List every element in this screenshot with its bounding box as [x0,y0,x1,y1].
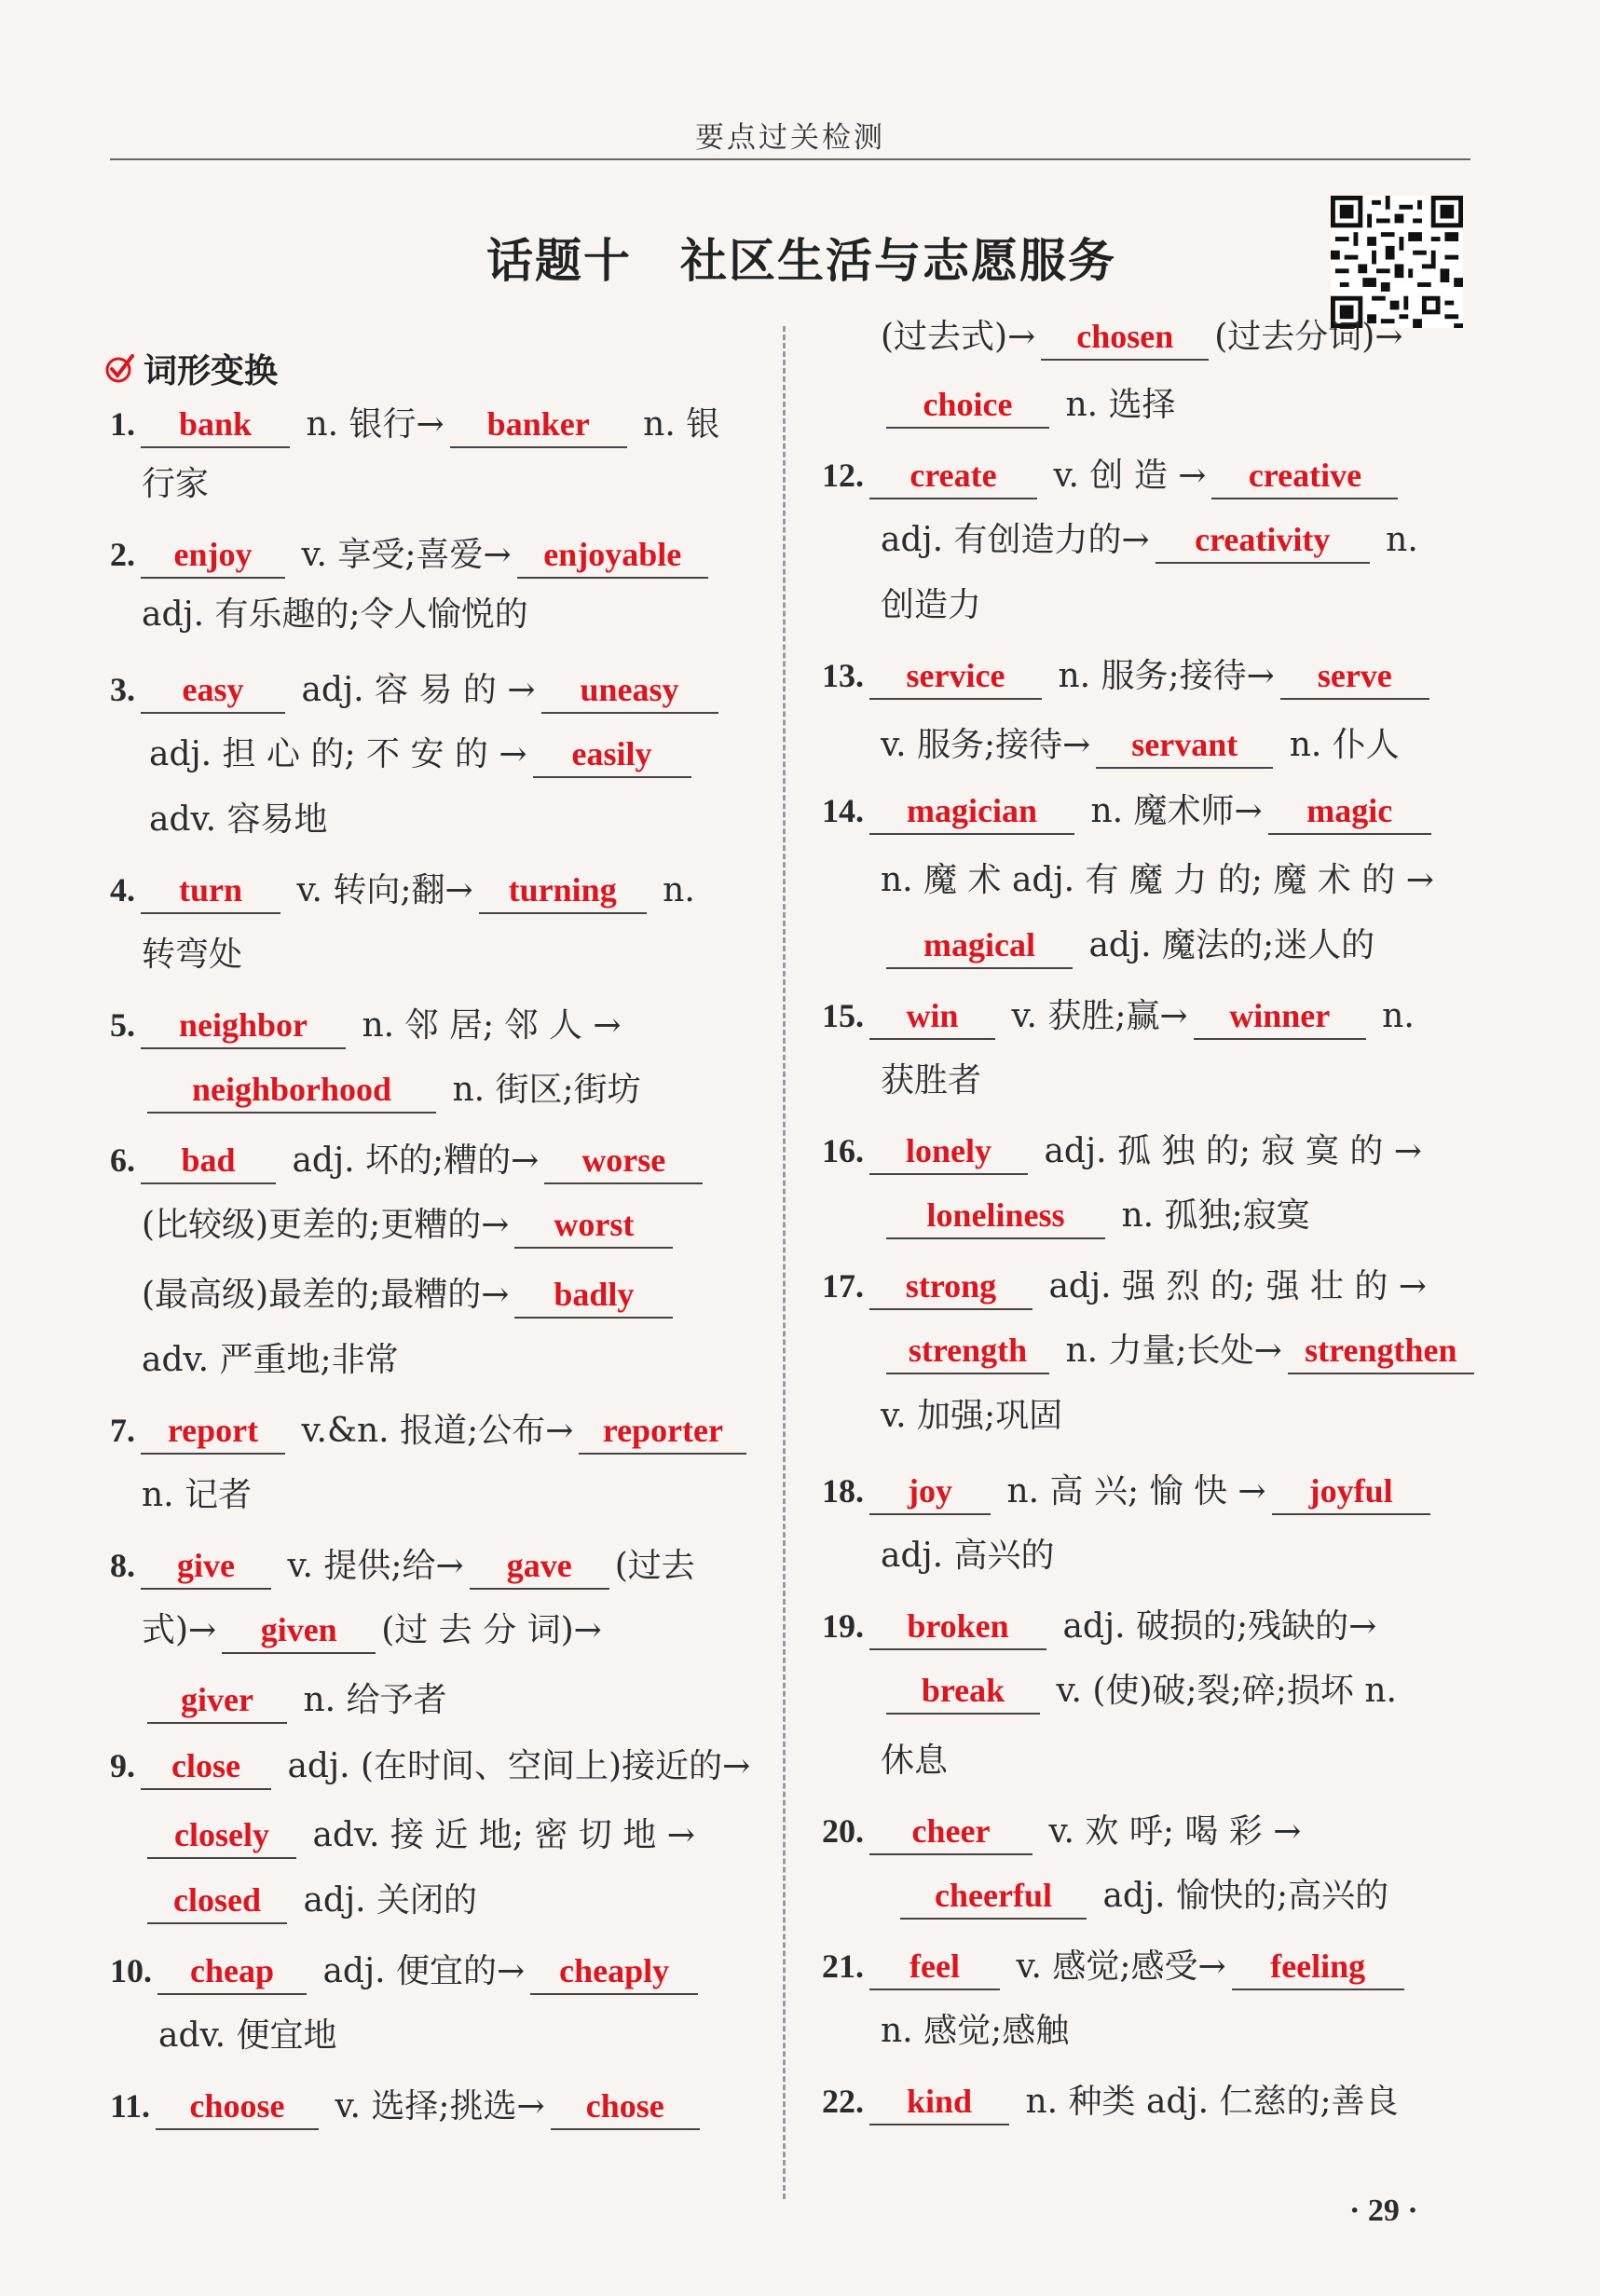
answer-blank[interactable]: strong [869,1264,1032,1310]
answer-blank[interactable]: cheer [869,1809,1032,1855]
section-heading [104,345,278,391]
exercise-line [142,457,209,512]
check-circle-icon [104,352,136,384]
prompt-text: v. 享受;喜爱→ [291,536,512,574]
exercise-line [822,1123,1422,1179]
item-number: 10. [110,1952,152,1989]
prompt-text: v. 加强;巩固 [881,1397,1063,1435]
answer-blank[interactable]: serve [1280,653,1429,700]
prompt-text: n. 选择 [1055,386,1176,424]
answer-blank[interactable]: choice [886,382,1049,429]
answer-blank[interactable]: creativity [1156,517,1370,564]
answer-blank[interactable]: enjoy [141,532,285,579]
item-number: 19. [822,1607,864,1645]
prompt-text: adj. 强 烈 的; 强 壮 的 → [1038,1267,1427,1305]
exercise-line [881,1053,981,1109]
prompt-text: adv. 便宜地 [158,2016,337,2055]
prompt-text: n. 街区;街坊 [442,1071,641,1109]
answer-blank[interactable]: close [141,1743,271,1790]
exercise-line [881,1323,1480,1379]
exercise-line [142,1673,447,1729]
exercise-line [822,1938,1410,1994]
exercise-line [881,2003,1069,2059]
answer-blank[interactable]: lonely [869,1128,1028,1175]
exercise-line [110,1943,704,1999]
prompt-text: adj. 高兴的 [881,1537,1055,1575]
answer-blank[interactable]: bank [141,402,290,448]
prompt-text: adj. 便宜的→ [312,1952,526,1990]
exercise-line [142,1062,641,1118]
answer-blank[interactable]: cheaply [530,1948,698,1995]
prompt-text: n. 高 兴; 愉 快 → [996,1472,1266,1510]
prompt-text: n. 孤独;寂寞 [1111,1196,1310,1235]
qr-code[interactable] [1331,196,1463,328]
exercise-line [881,309,1403,365]
exercise-line [881,1388,1062,1444]
answer-blank[interactable]: service [869,653,1042,700]
answer-blank[interactable]: create [869,453,1037,499]
exercise-line [895,1868,1388,1924]
exercise-line [110,662,724,718]
prompt-text: n. 魔术师→ [1080,792,1263,830]
answer-blank[interactable]: bad [141,1138,276,1184]
item-number: 8. [110,1547,135,1584]
exercise-line [142,1267,678,1323]
prompt-text: adj. 担 心 的; 不 安 的 → [149,735,527,773]
exercise-line [822,988,1415,1044]
exercise-line [881,512,1418,568]
exercise-line [881,578,981,634]
exercise-line [149,792,327,848]
exercise-line [142,1332,399,1388]
answer-blank[interactable]: easy [141,667,285,714]
answer-blank[interactable]: reporter [579,1408,746,1455]
exercise-line [822,1598,1376,1654]
item-number: 14. [822,792,864,829]
prompt-text: 行家 [142,465,210,503]
answer-blank[interactable]: loneliness [886,1193,1105,1239]
exercise-line [881,1528,1055,1584]
section-title: 词形变换 [144,351,279,390]
answer-blank[interactable]: feeling [1232,1944,1404,1990]
answer-blank[interactable]: enjoyable [517,532,708,579]
answer-blank[interactable]: strength [886,1328,1049,1374]
prompt-text: v. 欢 呼; 喝 彩 → [1038,1812,1302,1851]
prompt-text: n. 魔 术 adj. 有 魔 力 的; 魔 术 的 → [881,861,1434,899]
answer-blank[interactable]: win [869,993,995,1040]
exercise-line [822,1258,1427,1314]
item-number: 4. [110,871,135,909]
prompt-text: adj. 愉快的;高兴的 [1092,1877,1389,1915]
exercise-line [822,447,1403,503]
answer-blank[interactable]: worse [544,1138,703,1184]
exercise-line [110,1132,708,1188]
item-number: 22. [822,2083,864,2120]
item-number: 17. [822,1267,864,1305]
prompt-text: n. 感觉;感触 [881,2012,1070,2050]
answer-blank[interactable]: turn [141,868,280,914]
exercise-line [110,2078,705,2134]
answer-blank[interactable]: closely [147,1812,296,1859]
answer-blank[interactable]: gave [470,1543,609,1590]
exercise-line [881,1663,1397,1719]
answer-blank[interactable]: winner [1194,993,1366,1040]
exercise-line [110,1538,695,1593]
exercise-line [142,587,528,643]
answer-blank[interactable]: report [141,1408,285,1455]
item-number: 7. [110,1412,135,1449]
answer-blank[interactable]: joyful [1272,1469,1430,1515]
exercise-line [881,918,1374,974]
prompt-text: 获胜者 [881,1061,982,1100]
prompt-text: (过去分词)→ [1214,318,1403,356]
answer-blank[interactable]: kind [869,2079,1009,2125]
exercise-line [881,853,1434,909]
prompt-text: v. (使)破;裂;碎;损坏 n. [1046,1672,1397,1710]
exercise-line [110,862,695,918]
exercise-line [110,396,719,452]
prompt-text: adv. 容易地 [149,800,328,839]
prompt-text: n. 记者 [142,1476,253,1514]
prompt-text: (比较级)更差的;更糟的→ [142,1206,510,1244]
exercise-line [142,1468,252,1524]
prompt-text: (过 去 分 词)→ [381,1611,602,1649]
prompt-text: n. 仆人 [1279,726,1400,764]
exercise-line [822,2073,1399,2129]
answer-blank[interactable]: neighborhood [147,1067,436,1114]
answer-blank[interactable]: magic [1268,788,1431,835]
prompt-text: 休息 [881,1742,949,1780]
exercise-line [110,1738,750,1794]
item-number: 3. [110,671,135,708]
answer-blank[interactable]: creative [1211,453,1398,499]
prompt-text: adv. 接 近 地; 密 切 地 → [302,1816,695,1854]
answer-blank[interactable]: feel [869,1944,1000,1990]
prompt-text: 银行→ [338,405,444,444]
exercise-line [149,727,697,783]
item-number: 13. [822,657,864,694]
prompt-text: (过去式)→ [881,318,1036,356]
prompt-text: adj. 有乐趣的;令人愉悦的 [142,595,528,634]
answer-blank[interactable]: uneasy [541,667,718,714]
answer-blank[interactable]: strengthen [1288,1328,1474,1374]
answer-blank[interactable]: turning [479,868,647,914]
item-number: 6. [110,1141,135,1179]
exercise-line [110,1402,752,1458]
item-number: 9. [110,1747,135,1784]
prompt-text: adj. 坏的;糟的→ [281,1141,540,1180]
exercise-line [110,526,714,582]
exercise-line [881,1188,1310,1244]
exercise-line [881,1733,948,1789]
prompt-text: adj. 有创造力的→ [881,521,1150,559]
exercise-line [110,997,622,1053]
prompt-text: v. 转向;翻→ [286,871,473,909]
prompt-text: v. 服务;接待→ [881,726,1091,764]
answer-blank[interactable]: banker [450,402,627,448]
prompt-text: (过去 [614,1547,695,1585]
item-number: 15. [822,997,864,1034]
answer-blank[interactable]: magician [869,788,1074,835]
prompt-text: 式)→ [142,1611,217,1649]
answer-blank[interactable]: give [141,1543,271,1590]
answer-blank[interactable]: broken [869,1604,1046,1650]
exercise-line [822,1803,1301,1859]
item-number: 16. [822,1132,864,1169]
exercise-line [822,648,1435,704]
item-number: 12. [822,457,864,494]
prompt-text: adj. 关闭的 [293,1881,478,1920]
prompt-text: adj. 孤 独 的; 寂 寞 的 → [1033,1132,1422,1170]
prompt-text: adj. 容 易 的 → [291,671,536,709]
answer-blank[interactable]: easily [533,731,691,778]
prompt-text: adj. 破损的;残缺的→ [1052,1607,1377,1646]
answer-blank[interactable]: break [886,1668,1040,1715]
exercise-line [158,2008,336,2064]
answer-blank[interactable]: chose [551,2084,700,2130]
running-header: 要点过关检测 [695,121,885,155]
answer-blank[interactable]: magical [886,922,1073,969]
exercise-line [142,1603,602,1659]
exercise-line [822,783,1437,839]
prompt-text: 转弯处 [142,936,243,974]
item-number: 21. [822,1948,864,1985]
prompt-text: n. 服务;接待→ [1047,657,1275,695]
exercise-line [881,718,1400,773]
answer-blank[interactable]: badly [514,1272,673,1319]
item-number: 1. [110,405,135,443]
item-number: 5. [110,1006,135,1044]
prompt-text: adj. (在时间、空间上)接近的→ [277,1747,751,1785]
exercise-line [142,1873,477,1929]
column-divider [783,326,786,2199]
item-number: 18. [822,1472,864,1510]
exercise-line [142,1808,695,1864]
answer-blank[interactable]: cheerful [900,1873,1087,1920]
prompt-text: n. 种类 adj. 仁慈的;善良 [1015,2083,1399,2121]
exercise-line [142,927,242,983]
answer-blank[interactable]: choose [156,2084,319,2130]
page-title: 话题十 社区生活与志愿服务 [486,234,1116,288]
item-number: 20. [822,1812,864,1850]
prompt-text: v.&n. 报道;公布→ [291,1412,574,1450]
prompt-text: n. 力量;长处→ [1055,1332,1282,1370]
prompt-text: n. [651,871,695,909]
prompt-text: (最高级)最差的;最糟的→ [142,1276,510,1314]
prompt-text: v. 感觉;感受→ [1005,1948,1226,1986]
prompt-text: v. 创 造 → [1043,457,1207,495]
prompt-text: n. 邻 居; 邻 人 → [351,1006,622,1045]
prompt-text: v. 选择;挑选→ [324,2087,545,2125]
answer-blank[interactable]: given [222,1607,376,1654]
exercise-line [881,377,1176,433]
answer-blank[interactable]: chosen [1041,314,1209,361]
prompt-text: n. 给予者 [293,1681,447,1719]
prompt-text: n. 银 [632,405,720,444]
prompt-text: n. [1371,997,1415,1035]
answer-blank[interactable]: giver [147,1677,287,1724]
prompt-text: n. [295,405,339,444]
prompt-text: adj. 魔法的;迷人的 [1078,926,1375,964]
prompt-text: v. 提供;给→ [277,1547,464,1585]
answer-blank[interactable]: cheap [157,1948,307,1995]
answer-blank[interactable]: closed [147,1878,287,1924]
answer-blank[interactable]: joy [869,1469,991,1515]
item-number: 2. [110,536,135,573]
answer-blank[interactable]: worst [514,1202,673,1249]
prompt-text: n. [1374,521,1418,559]
item-number: 11. [110,2087,151,2125]
page-number: · 29 · [1349,2194,1418,2228]
prompt-text: 创造力 [881,586,982,624]
exercise-line [822,1463,1436,1519]
answer-blank[interactable]: servant [1096,722,1273,769]
exercise-line [142,1197,678,1253]
prompt-text: adv. 严重地;非常 [142,1341,399,1379]
header-rule [110,158,1470,160]
prompt-text: v. 获胜;赢→ [1001,997,1188,1035]
answer-blank[interactable]: neighbor [141,1003,346,1049]
